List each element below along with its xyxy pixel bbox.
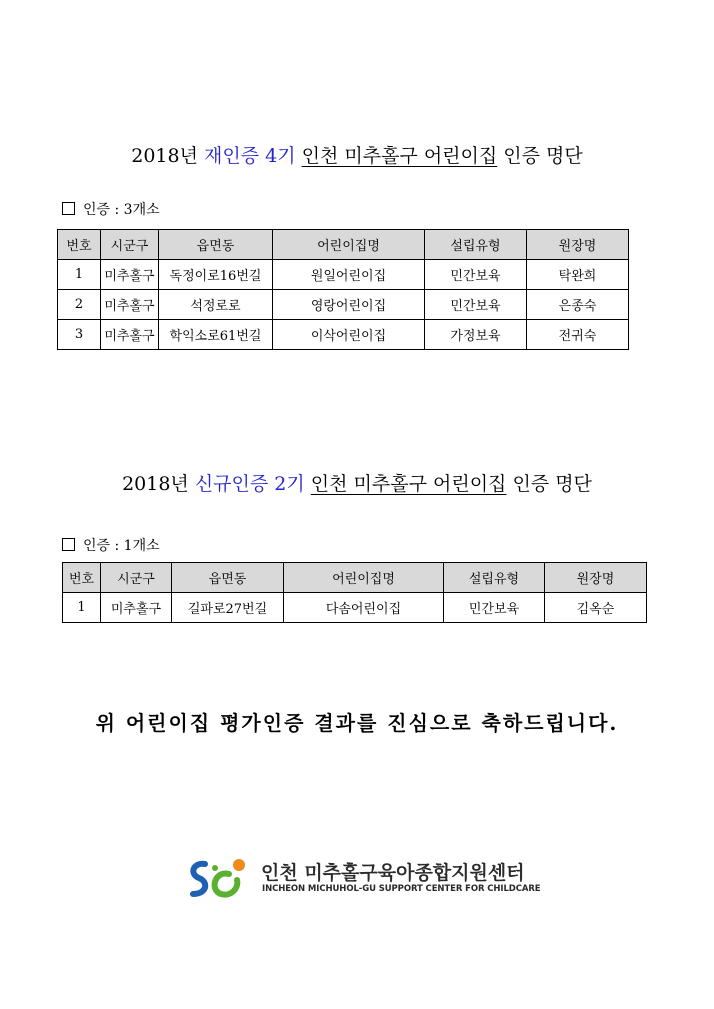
table-cell: 학익소로61번길 — [159, 320, 273, 350]
column-header: 번호 — [58, 230, 101, 260]
table-cell: 길파로27번길 — [172, 593, 284, 623]
table-cell: 다솜어린이집 — [284, 593, 444, 623]
table-row — [58, 320, 629, 350]
table-cell: 가정보육 — [425, 320, 527, 350]
section2-title-suffix: 인증 명단 — [512, 473, 592, 495]
table-row — [58, 290, 629, 320]
column-header: 읍면동 — [159, 230, 273, 260]
table-cell: 1 — [58, 260, 101, 290]
section1-count-label: 인증 : 3개소 — [83, 202, 160, 218]
checkbox-square-icon — [62, 538, 75, 551]
table-cell: 민간보육 — [425, 290, 527, 320]
section1-title-suffix: 인증 명단 — [503, 145, 583, 167]
column-header: 원장명 — [545, 563, 647, 593]
column-header: 시군구 — [101, 230, 159, 260]
table-cell: 미추홀구 — [101, 593, 172, 623]
table-cell: 김옥순 — [545, 593, 647, 623]
column-header: 시군구 — [101, 563, 172, 593]
section1-count — [62, 199, 160, 219]
column-header: 어린이집명 — [284, 563, 444, 593]
section2-title-highlight: 신규인증 2기 — [194, 473, 305, 495]
closing-message: 위 어린이집 평가인증 결과를 진심으로 축하드립니다. — [95, 711, 619, 735]
table-cell: 민간보육 — [425, 260, 527, 290]
column-header: 원장명 — [527, 230, 629, 260]
table-cell: 원일어린이집 — [273, 260, 425, 290]
table-cell: 민간보육 — [444, 593, 545, 623]
section2-count-label: 인증 : 1개소 — [83, 538, 160, 554]
table-row — [63, 593, 647, 623]
section1-title-highlight: 재인증 4기 — [204, 145, 296, 167]
table-cell: 미추홀구 — [101, 320, 159, 350]
table-header-row — [58, 230, 629, 260]
table-cell: 2 — [58, 290, 101, 320]
column-header: 읍면동 — [172, 563, 284, 593]
section2-title-region: 인천 미추홀구 어린이집 — [310, 473, 507, 495]
logo-name-korean: 인천 미추홀구육아종합지원센터 — [261, 862, 525, 884]
section1-title-year: 2018년 — [131, 145, 198, 167]
section1-title — [0, 141, 714, 168]
table-header-row — [63, 563, 647, 593]
column-header: 어린이집명 — [273, 230, 425, 260]
column-header: 설립유형 — [425, 230, 527, 260]
table-cell: 1 — [63, 593, 101, 623]
section2-title-year: 2018년 — [122, 473, 189, 495]
logo-name-english: INCHEON MICHUHOL-GU SUPPORT CENTER FOR CHILDCARE — [262, 884, 541, 894]
table-cell: 독정이로16번길 — [159, 260, 273, 290]
table-cell: 전귀숙 — [527, 320, 629, 350]
table-cell: 탁완희 — [527, 260, 629, 290]
table-cell: 석정로로 — [159, 290, 273, 320]
table-cell: 이삭어린이집 — [273, 320, 425, 350]
table-cell: 영랑어린이집 — [273, 290, 425, 320]
column-header: 설립유형 — [444, 563, 545, 593]
table-cell: 3 — [58, 320, 101, 350]
section1-table — [57, 229, 629, 350]
center-logo-mark-icon — [185, 856, 247, 902]
section2-count — [62, 535, 160, 555]
table-cell: 미추홀구 — [101, 260, 159, 290]
section2-title — [0, 469, 714, 496]
section2-table — [62, 562, 647, 623]
table-row — [58, 260, 629, 290]
table-cell: 은종숙 — [527, 290, 629, 320]
column-header: 번호 — [63, 563, 101, 593]
section1-title-region: 인천 미추홀구 어린이집 — [301, 145, 498, 167]
table-cell: 미추홀구 — [101, 290, 159, 320]
checkbox-square-icon — [62, 202, 75, 215]
center-logo — [185, 856, 541, 904]
